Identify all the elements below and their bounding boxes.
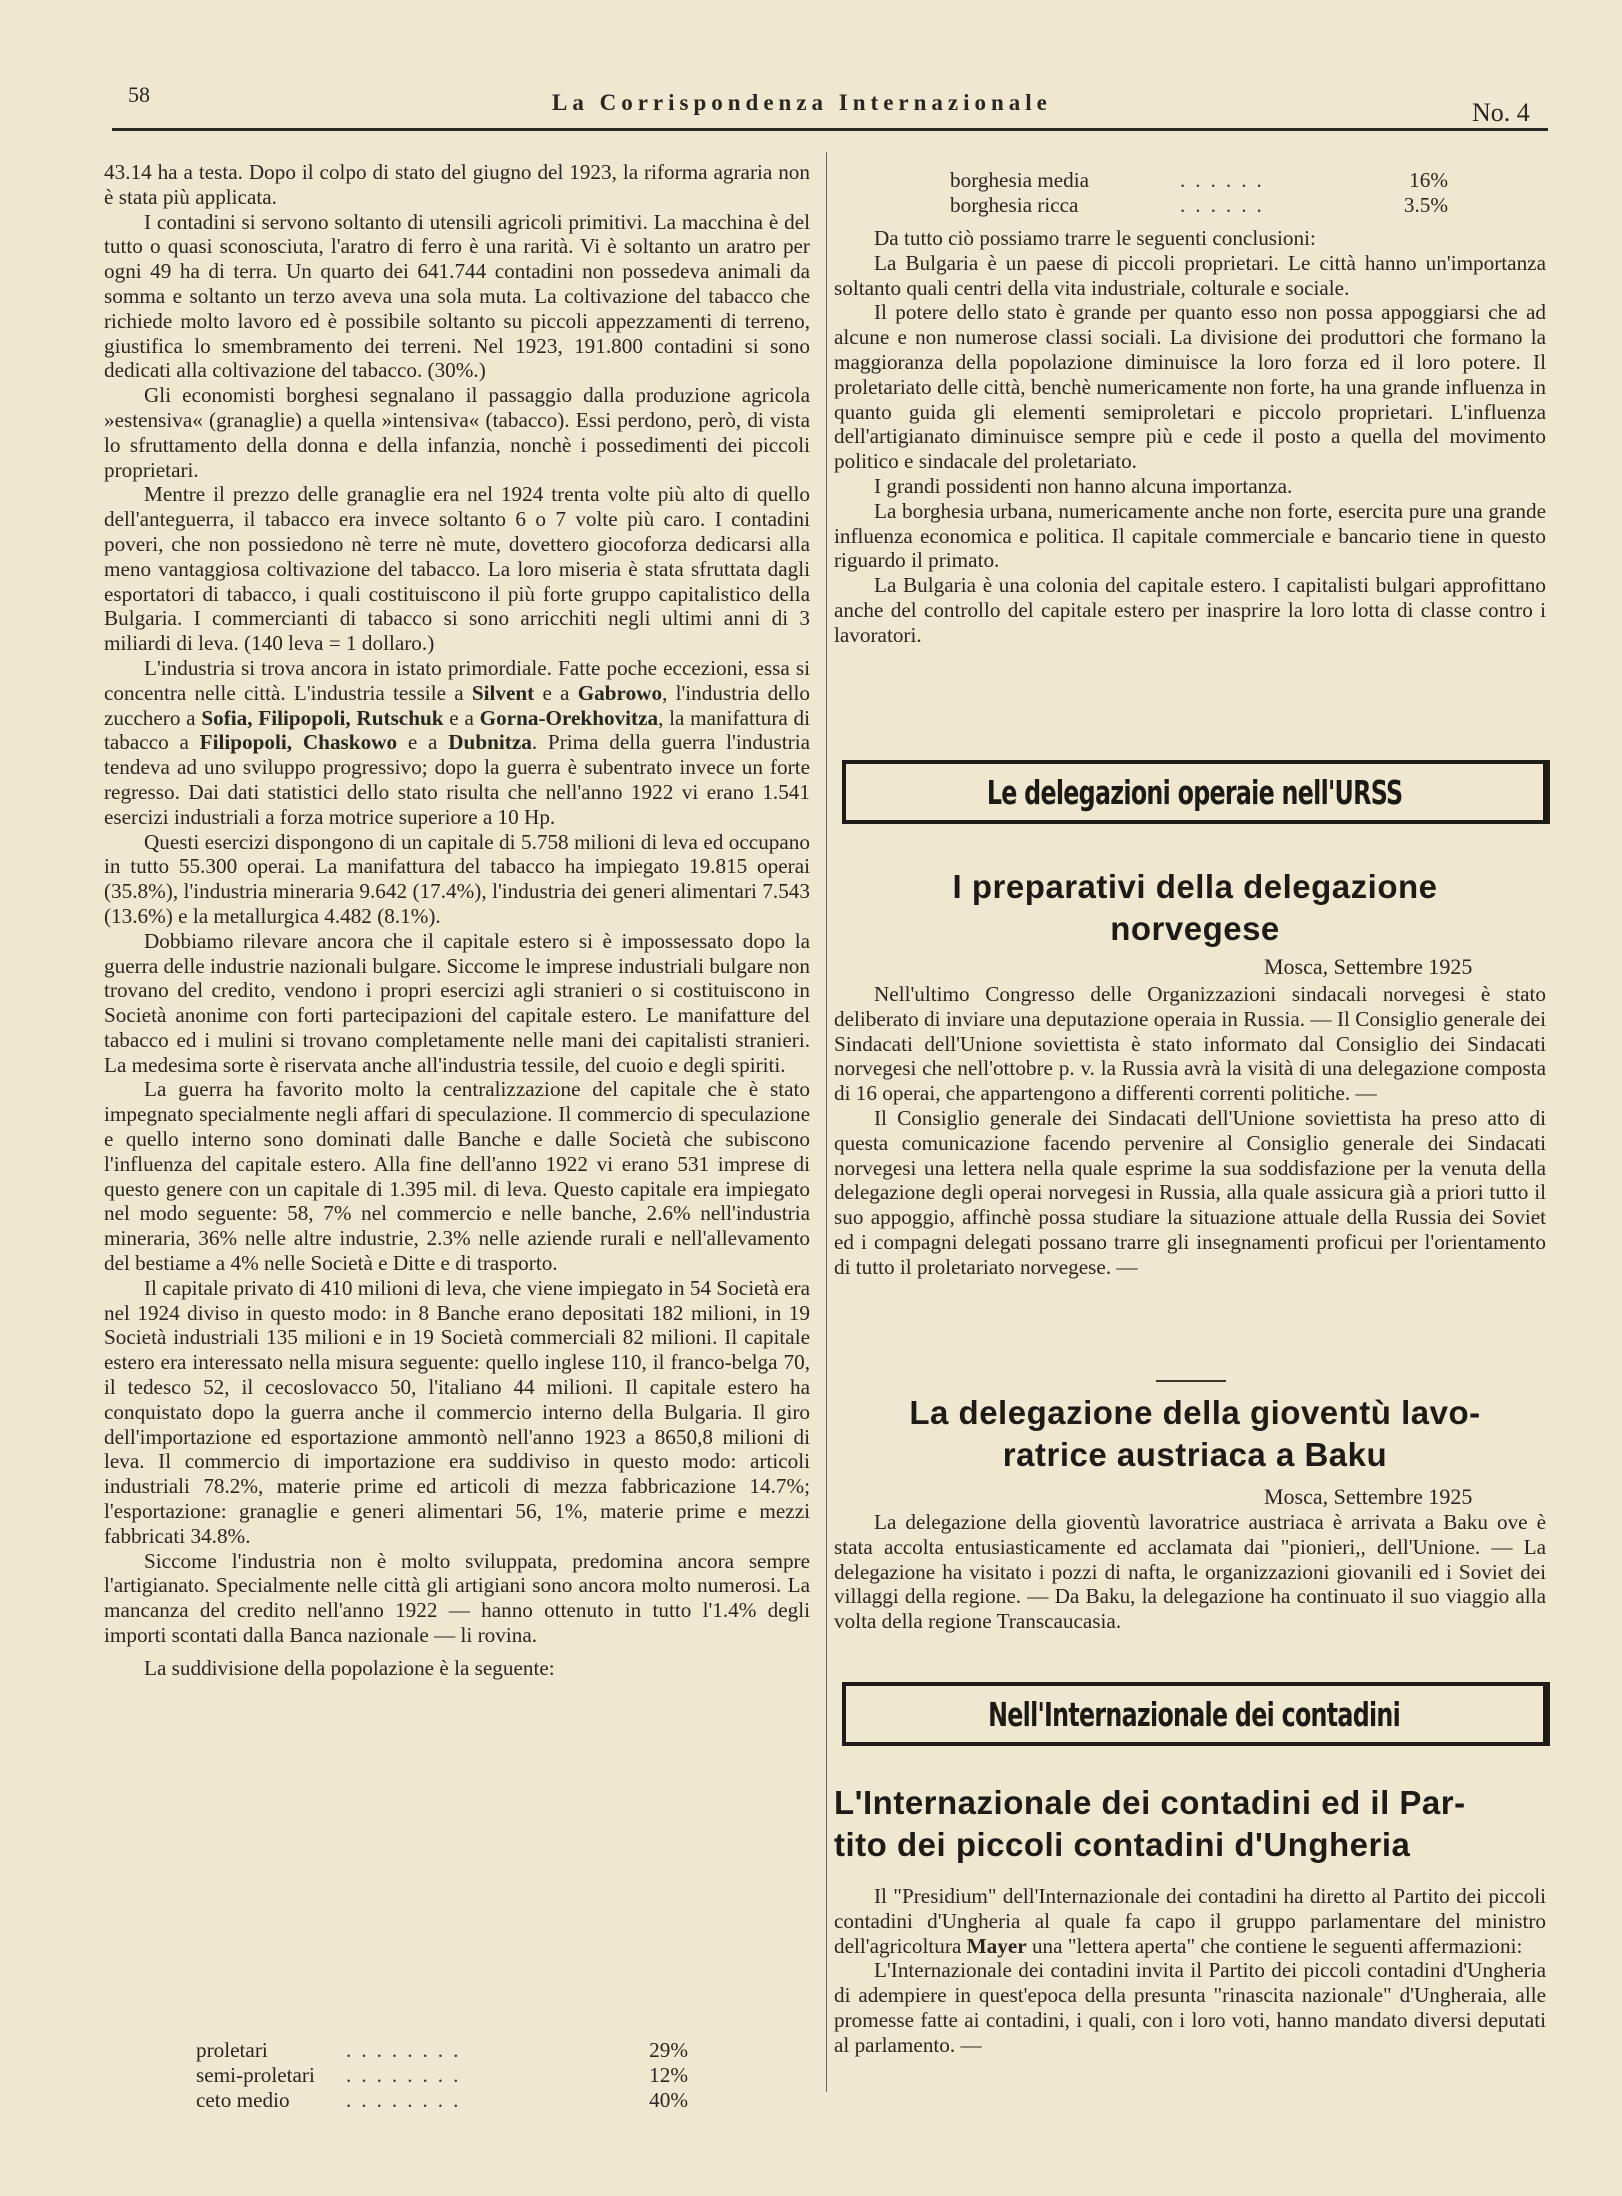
- paragraph: Questi esercizi dispongono di un capitale di 5.758 milioni di leva ed occupano in tutto 55.300 operai. La manifattura del tabacco ha impiegato 19.815 operai (35.8%), l'industria mineraria 9.642 (17.4%), l'industria dei generi alimentari 7.543 (13.6%) e la metallurgica 4.482 (8.1%).: [104, 829, 810, 928]
- paragraph: La Bulgaria è una colonia del capitale estero. I capitalisti bulgari approfittano anche del controllo del capitale estero per inasprire la loro lotta di classe contro i lavoratori.: [834, 573, 1546, 647]
- dateline: Mosca, Settembre 1925: [1264, 1484, 1473, 1509]
- column-divider: [826, 152, 827, 2092]
- paragraph: 43.14 ha a testa. Dopo il colpo di stato del giugno del 1923, la riforma agraria non è stata più applicata.: [104, 160, 810, 209]
- article-title-ungheria: L'Internazionale dei contadini ed il Par- tito dei piccoli contadini d'Ungheria: [834, 1784, 1466, 1863]
- stat-row: ceto medio ........ 40%: [196, 2088, 688, 2112]
- dateline: Mosca, Settembre 1925: [1264, 954, 1473, 979]
- paragraph: Nell'ultimo Congresso delle Organizzazioni sindacali norvegesi è stato deliberato di inviare una deputazione operaia in Russia. — Il Consiglio generale dei Sindacati dell'Unione soviettista è stato informato dal Consiglio dei Sindacati norvegesi che nell'ottobre p. v. la Russia avrà la visità di una delegazione composta di 16 operai, che appartengono a differenti correnti politiche. —: [834, 982, 1546, 1106]
- section-heading-urss: Le delegazioni operaie nell'URSS: [842, 760, 1550, 824]
- paragraph: Il capitale privato di 410 milioni di leva, che viene impiegato in 54 Società era nel 1924 diviso in questo modo: in 8 Banche erano depositati 182 milioni, in 19 Società industriali 135 milioni e in 19 Società commerciali 82 milioni. Il capitale estero era interessato nella misura seguente: quello inglese 110, il franco-belga 70, il tedesco 52, il cecoslovacco 50, l'italiano 44 milioni. Il capitale estero ha conquistato dopo la guerra anche il commercio interno della Bulgaria. Il giro dell'importazione ed esportazione ammontò nell'anno 1923 a 8650,8 milioni di leva. Il commercio di importazione era suddiviso in questo modo: articoli industriali 78.2%, materie prime ed articoli di mezza fabbricazione 14.7%; l'esportazione: granaglie e generi alimentari 56, 1%, materie prime e mezzi fabbricati 34.8%.: [104, 1275, 810, 1548]
- population-stats-right: [950, 168, 1448, 218]
- header-rule: [112, 128, 1548, 131]
- paragraph: Gli economisti borghesi segnalano il passaggio dalla produzione agricola »estensiva« (granaglie) a quella »intensiva« (tabacco). Essi perdono, però, di vista lo sfruttamento della donna e della infanzia, nonchè i possedimenti dei piccoli proprietari.: [104, 383, 810, 482]
- stat-row: proletari ........ 29%: [196, 2038, 688, 2062]
- paragraph-industry: L'industria si trova ancora in istato primordiale. Fatte poche eccezioni, essa si concentra nelle città. L'industria tessile a Silvent e a Gabrowo, l'industria dello zucchero a Sofia, Filipopoli, Rutschuk e a Gorna-Orekhovitza, la manifattura di tabacco a Filipopoli, Chaskowo e a Dubnitza. Prima della guerra l'industria tendeva ad uno sviluppo progressivo; dopo la guerra è subentrato invece un forte regresso. Dai dati statistici dello stato risulta che nell'anno 1922 vi erano 1.541 esercizi industriali a forza motrice superiore a 10 Hp.: [104, 655, 811, 829]
- paragraph: Il potere dello stato è grande per quanto esso non possa appoggiarsi che ad alcune e non numerose classi sociali. La divisione dei produttori che formano la maggioranza della popolazione diminuisce la loro forza ed il loro potere. Il proletariato delle città, benchè numericamente non forte, ha una grande influenza in quanto guida gli elementi semiproletari e piccolo proprietari. L'influenza dell'artigianato diminuisce sempre più e cede il posto a quella del movimento politico e sindacale del proletariato.: [834, 300, 1546, 474]
- population-stats-left: [196, 2038, 688, 2113]
- paragraph: Il "Presidium" dell'Internazionale dei contadini ha diretto al Partito dei piccoli contadini d'Ungheria al quale fa capo il gruppo parlamentare del ministro dell'agricoltura Mayer una "lettera aperta" che contiene le seguenti affermazioni:: [834, 1884, 1546, 1958]
- stat-row: borghesia ricca ...... 3.5%: [950, 193, 1448, 217]
- article-title-baku: La delegazione della gioventù lavo- ratrice austriaca a Baku: [909, 1394, 1481, 1473]
- paragraph: Da tutto ciò possiamo trarre le seguenti conclusioni:: [874, 226, 1316, 250]
- paragraph: Siccome l'industria non è molto sviluppata, predomina ancora sempre l'artigianato. Specialmente nelle città gli artigiani sono ancora molto numerosi. La mancanza del credito nell'anno 1922 — hanno ottenuto in tutto l'1.4% degli importi scontati dalla Banca nazionale — li rovina.: [104, 1548, 810, 1648]
- paragraph: Il Consiglio generale dei Sindacati dell'Unione soviettista ha preso atto di questa comunicazione facendo pervenire al Consiglio generale dei Sindacati norvegesi una lettera nella quale esprime la sua soddisfazione per la venuta della delegazione degli operai norvegesi in Russia, alla quale assicura già a priori tutto il suo appoggio, affinchè possa studiare la situazione attuale della Russia dei Soviet ed i compagni delegati possano trarre gli insegnamenti proficui per l'orientamento di tutto il proletariato norvegese. —: [834, 1105, 1546, 1279]
- stat-row: borghesia media ...... 16%: [950, 168, 1448, 192]
- paragraph: La Bulgaria è un paese di piccoli proprietari. Le città hanno un'importanza soltanto quali centri della vita industriale, colturale e sociale.: [834, 250, 1546, 300]
- issue-number: No. 4: [1472, 98, 1530, 127]
- left-column: [104, 160, 810, 1681]
- paragraph: L'Internazionale dei contadini invita il Partito dei piccoli contadini d'Ungheria di adempiere in quest'epoca della presunta "rinascita nazionale" d'Ungheraia, alle promesse fatte ai contadini, i quali, con i loro voti, hanno mandato diversi deputati al parlamento. —: [834, 1958, 1546, 2057]
- article-body-ungheria: [834, 1884, 1546, 2058]
- paragraph: Dobbiamo rilevare ancora che il capitale estero si è impossessato dopo la guerra delle industrie nazionali bulgare. Siccome le imprese industriali bulgare non trovano del credito, vendono i propri esercizi agli stranieri o si costituiscono in Società anonime con forti partecipazioni del capitale estero. Le manifatture del tabacco ed i mulini si trovano completamente nelle mani dei capitalisti stranieri. La medesima sorte è riservata anche all'industria tessile, del cuoio e degli spiriti.: [104, 928, 810, 1077]
- paragraph: I grandi possidenti non hanno alcuna importanza.: [874, 473, 1293, 498]
- publication-title: La Corrispondenza Internazionale: [552, 90, 1052, 115]
- article-body-baku: [834, 1510, 1546, 1634]
- stat-row: semi-proletari ........ 12%: [196, 2063, 688, 2087]
- paragraph: Mentre il prezzo delle granaglie era nel 1924 trenta volte più alto di quello dell'anteguerra, il tabacco era invece soltanto 6 o 7 volte più caro. I contadini poveri, che non possiedono nè terre nè mute, dovettero giocoforza dedicarsi alla meno vantaggiosa coltivazione del tabacco. La loro miseria è stata sfruttata dagli esportatori di tabacco, i quali costituiscono il più forte gruppo capitalistico della Bulgaria. I commercianti di tabacco si sono arricchiti negli ultimi anni di 3 miliardi di leva. (140 leva = 1 dollaro.): [104, 482, 810, 656]
- section-heading-contadini: Nell'Internazionale dei contadini: [842, 1682, 1550, 1746]
- paragraph: I contadini si servono soltanto di utensili agricoli primitivi. La macchina è del tutto o quasi sconosciuta, l'aratro di ferro è una rarità. Vi è soltanto un aratro per ogni 49 ha di terra. Un quarto dei 641.744 contadini non possedeva animali da somma e soltanto un terzo aveva una sola muta. La coltivazione del tabacco che richiede molto lavoro ed è possibile soltanto su piccoli appezzamenti di terreno, giustifica lo smembramento dei terreni. Nel 1923, 191.800 contadini si sono dedicati alla coltivazione del tabacco. (30%.): [104, 209, 810, 383]
- article-body-norvegese: [834, 982, 1546, 1280]
- conclusions: [834, 226, 1546, 648]
- paragraph: La delegazione della gioventù lavoratrice austriaca è arrivata a Baku ove è stata accolta entusiasticamente ed acclamata dai "pionieri,, dell'Unione. — La delegazione ha visitato i pozzi di nafta, le organizzazioni giovanili ed i Soviet dei villaggi della regione. — Da Baku, la delegazione ha continuato il suo viaggio alla volta della regione Transcaucasia.: [834, 1510, 1546, 1634]
- paragraph: La guerra ha favorito molto la centralizzazione del capitale che è stato impegnato specialmente negli affari di speculazione. Il commercio di speculazione e quello interno sono dominati dalle Banche e dalle Società che subiscono l'influenza del capitale estero. Alla fine dell'anno 1922 vi erano 531 imprese di questo genere con un capitale di 1.395 mil. di leva. Questo capitale era impiegato nel modo seguente: 58, 7% nel commercio e nelle banche, 2.6% nell'industria mineraria, 36% nelle altre industrie, 2.3% nelle aziende rurali e nell'allevamento del bestiame a 4% nelle Società e Ditte e di trasporto.: [104, 1077, 810, 1276]
- paragraph: La suddivisione della popolazione è la seguente:: [144, 1655, 555, 1680]
- article-title-norvegese: I preparativi della delegazione norvegese: [952, 868, 1438, 947]
- separator-rule: [1156, 1380, 1226, 1382]
- paragraph: La borghesia urbana, numericamente anche non forte, esercita pure una grande influenza economica e politica. Il capitale commerciale e bancario tiene in questo riguardo il primato.: [834, 498, 1546, 573]
- page-number: 58: [128, 82, 150, 107]
